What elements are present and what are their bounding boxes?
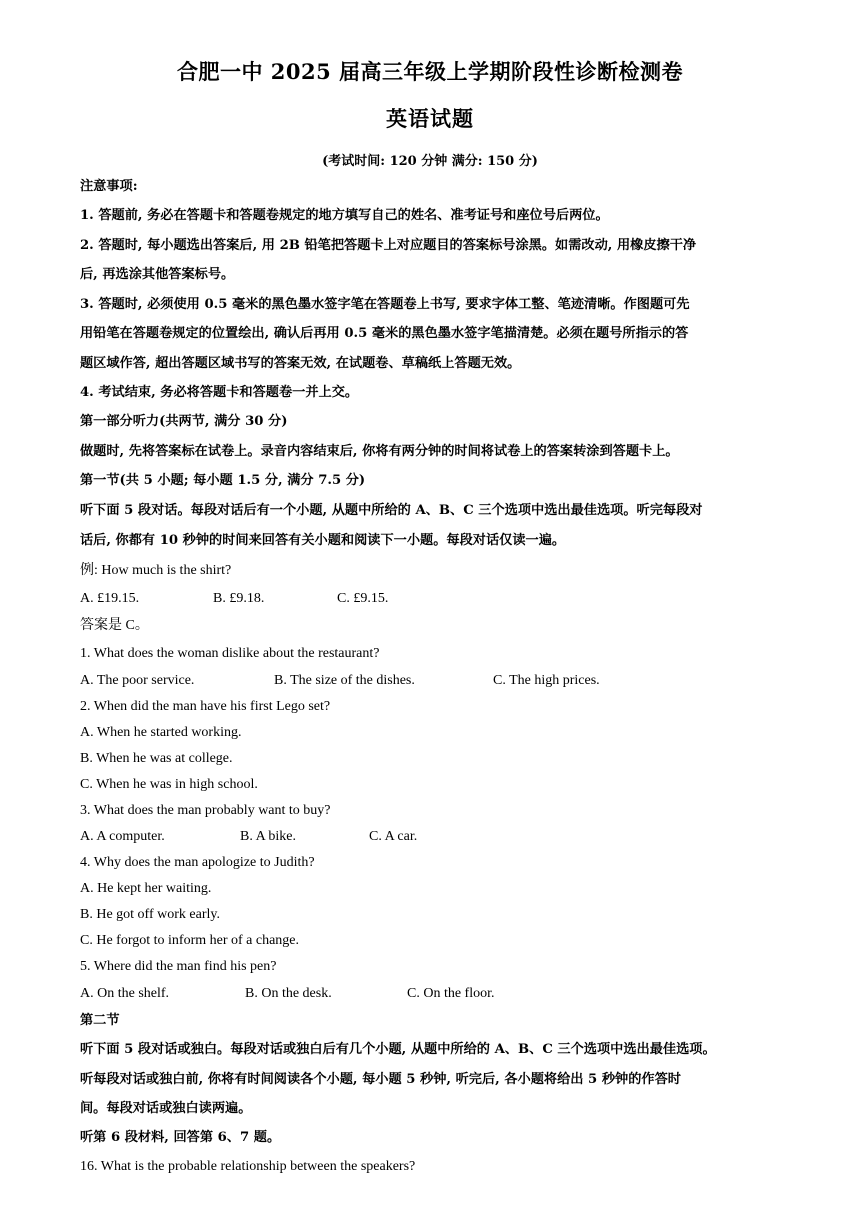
question-4-option-b: B. He got off work early. [80,907,220,922]
question-2-option-c: C. When he was in high school. [80,777,258,792]
material-6-heading: 听第 6 段材料, 回答第 6、7 题。 [80,1130,281,1145]
question-16: 16. What is the probable relationship between the speakers? [80,1159,416,1174]
question-3-option-a: A. A computer. [80,829,165,844]
question-5-option-c: C. On the floor. [407,986,495,1001]
section1-heading: 第一节(共 5 小题; 每小题 1.5 分, 满分 7.5 分) [80,473,366,488]
example-option-c: C. £9.15. [337,591,389,606]
note-2-line-2: 后, 再选涂其他答案标号。 [80,267,235,282]
exam-info: (考试时间: 120 分钟 满分: 150 分) [322,154,538,169]
question-5: 5. Where did the man find his pen? [80,959,277,974]
question-4-option-a: A. He kept her waiting. [80,881,212,896]
note-3-line-1: 3. 答题时, 必须使用 0.5 毫米的黑色墨水签字笔在答题卷上书写, 要求字体工整、笔迹清晰。作图题可先 [80,297,690,312]
section2-heading: 第二节 [80,1013,120,1028]
subject-title: 英语试题 [386,106,474,131]
question-2-option-a: A. When he started working. [80,725,242,740]
example-answer: 答案是 C。 [80,618,149,633]
example-option-b: B. £9.18. [213,591,265,606]
example-question: 例: How much is the shirt? [80,563,232,578]
note-1: 1. 答题前, 务必在答题卡和答题卷规定的地方填写自己的姓名、准考证号和座位号后两位。 [80,208,609,223]
section2-instruction-line-3: 间。每段对话或独白读两遍。 [80,1101,252,1116]
part1-heading: 第一部分听力(共两节, 满分 30 分) [80,414,288,429]
question-4: 4. Why does the man apologize to Judith? [80,855,315,870]
example-option-a: A. £19.15. [80,591,140,606]
question-2-option-b: B. When he was at college. [80,751,233,766]
question-3-option-b: B. A bike. [240,829,297,844]
note-3-line-3: 题区域作答, 超出答题区域书写的答案无效, 在试题卷、草稿纸上答题无效。 [80,356,521,371]
note-3-line-2: 用铅笔在答题卷规定的位置绘出, 确认后再用 0.5 毫米的黑色墨水签字笔描清楚。必须在题号所指示的答 [80,326,689,341]
note-2-line-1: 2. 答题时, 每小题选出答案后, 用 2B 铅笔把答题卡上对应题目的答案标号涂黑。如需改动, 用橡皮擦干净 [80,238,697,253]
question-1-option-b: B. The size of the dishes. [274,673,415,688]
note-4: 4. 考试结束, 务必将答题卡和答题卷一并上交。 [80,385,359,400]
notes-heading: 注意事项: [80,179,138,194]
question-5-option-b: B. On the desk. [245,986,332,1001]
question-1-option-a: A. The poor service. [80,673,195,688]
part1-instruction: 做题时, 先将答案标在试卷上。录音内容结束后, 你将有两分钟的时间将试卷上的答案转涂到答题卡上。 [80,444,679,459]
section1-instruction-line-1: 听下面 5 段对话。每段对话后有一个小题, 从题中所给的 A、B、C 三个选项中选出最佳选项。听完每段对 [80,503,703,518]
section1-instruction-line-2: 话后, 你都有 10 秒钟的时间来回答有关小题和阅读下一小题。每段对话仅读一遍。 [80,533,566,548]
section2-instruction-line-2: 听每段对话或独白前, 你将有时间阅读各个小题, 每小题 5 秒钟, 听完后, 各小题将给出 5 秒钟的作答时 [80,1072,681,1087]
question-4-option-c: C. He forgot to inform her of a change. [80,933,300,948]
question-1: 1. What does the woman dislike about the restaurant? [80,646,380,661]
question-2: 2. When did the man have his first Lego set? [80,699,331,714]
section2-instruction-line-1: 听下面 5 段对话或独白。每段对话或独白后有几个小题, 从题中所给的 A、B、C 三个选项中选出最佳选项。 [80,1042,716,1057]
question-1-option-c: C. The high prices. [493,673,600,688]
exam-title: 合肥一中 2025 届高三年级上学期阶段性诊断检测卷 [176,59,684,84]
question-3-option-c: C. A car. [369,829,418,844]
question-5-option-a: A. On the shelf. [80,986,170,1001]
question-3: 3. What does the man probably want to buy? [80,803,331,818]
